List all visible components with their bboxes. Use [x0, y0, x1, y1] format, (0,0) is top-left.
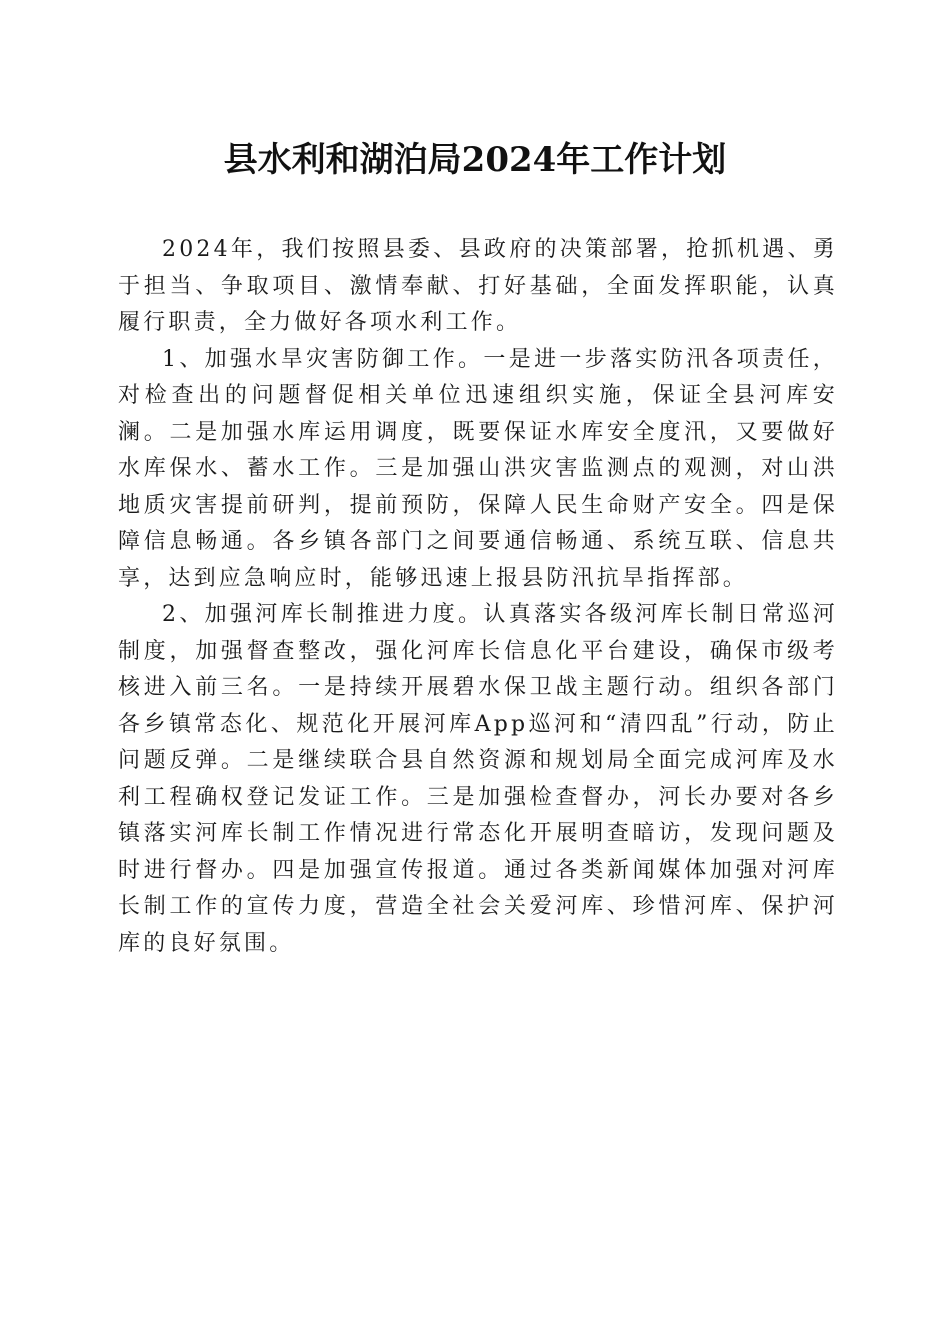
paragraph-flood-drought-defense: 1、加强水旱灾害防御工作。一是进一步落实防汛各项责任，对检查出的问题督促相关单位迅速组织实施，保证全县河库安澜。二是加强水库运用调度，既要保证水库安全度汛，又要做好水库保水、蓄水工作。三是加强山洪灾害监测点的观测，对山洪地质灾害提前研判，提前预防，保障人民生命财产安全。四是保障信息畅通。各乡镇各部门之间要通信畅通、系统互联、信息共享，达到应急响应时，能够迅速上报县防汛抗旱指挥部。 — [118, 346, 838, 591]
paragraph-intro: 2024年，我们按照县委、县政府的决策部署，抢抓机遇、勇于担当、争取项目、激情奉献、打好基础，全面发挥职能，认真履行职责，全力做好各项水利工作。 — [118, 237, 838, 335]
document-title: 县水利和湖泊局2024年工作计划 — [223, 140, 727, 180]
document-body — [118, 232, 838, 962]
paragraph-river-chief-system: 2、加强河库长制推进力度。认真落实各级河库长制日常巡河制度，加强督查整改，强化河库长信息化平台建设，确保市级考核进入前三名。一是持续开展碧水保卫战主题行动。组织各部门各乡镇常态化、规范化开展河库App巡河和“清四乱”行动，防止问题反弹。二是继续联合县自然资源和规划局全面完成河库及水利工程确权登记发证工作。三是加强检查督办，河长办要对各乡镇落实河库长制工作情况进行常态化开展明查暗访，发现问题及时进行督办。四是加强宣传报道。通过各类新闻媒体加强对河库长制工作的宣传力度，营造全社会关爱河库、珍惜河库、保护河库的良好氛围。 — [118, 602, 838, 956]
